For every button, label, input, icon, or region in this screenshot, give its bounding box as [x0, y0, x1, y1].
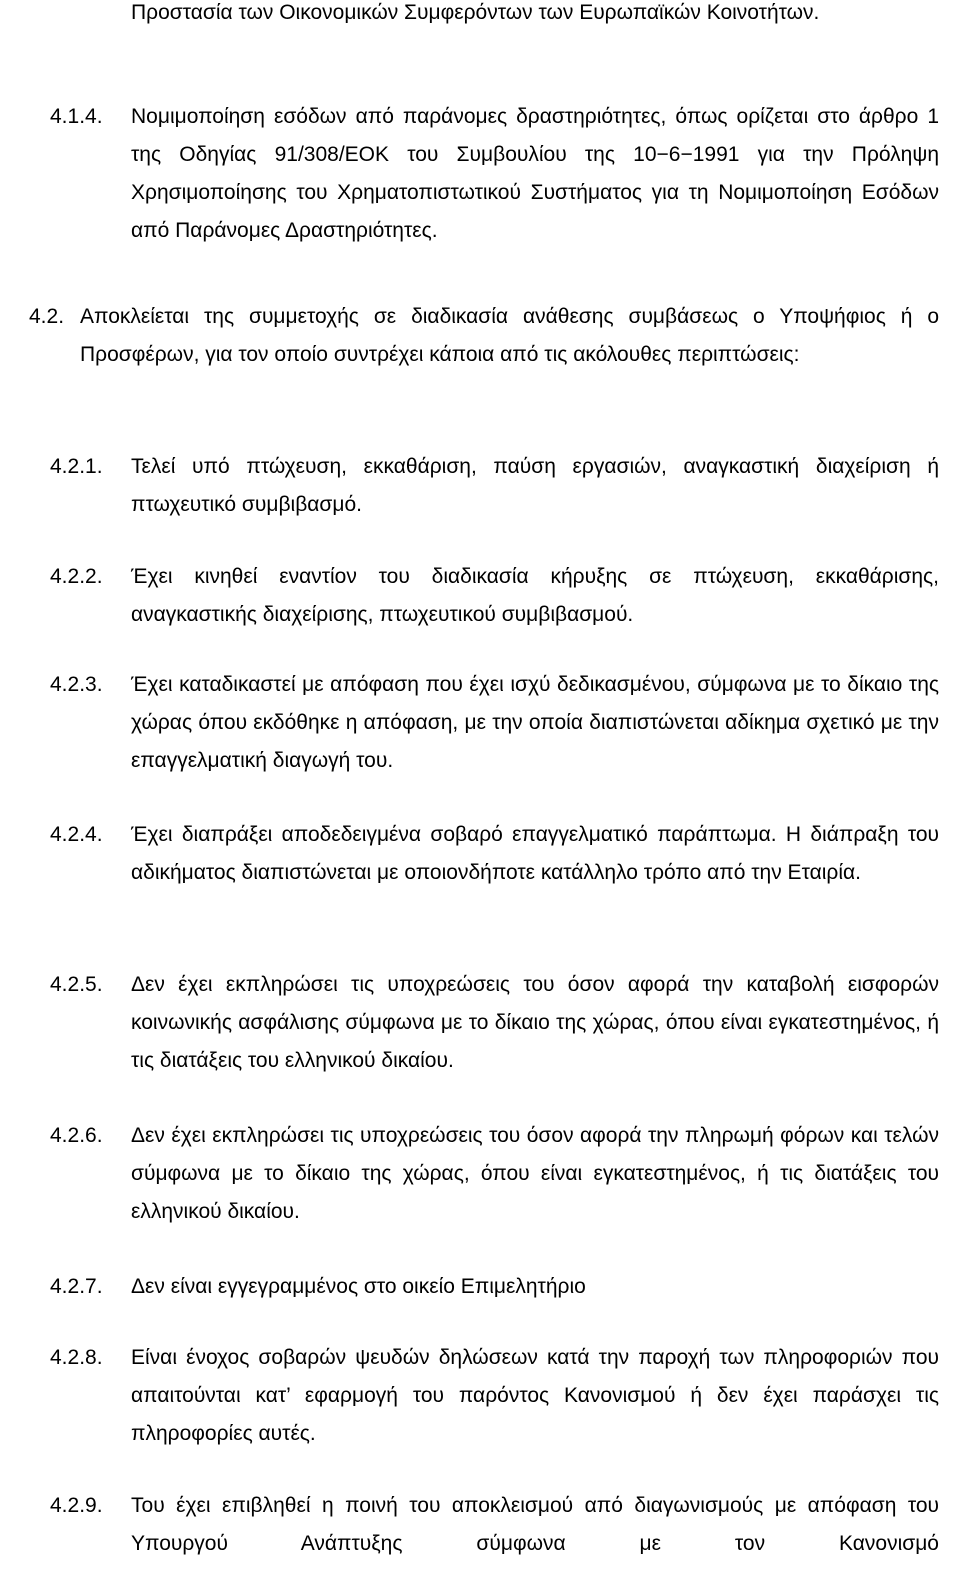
- item-number: 4.2.4.: [50, 823, 103, 846]
- item-text: Είναι ένοχος σοβαρών ψευδών δηλώσεων κατά την παροχή των πληροφοριών που απαιτούνται κατ’ εφαρμογή του παρόντος Κανονισμού ή δεν έχει παράσχει τις πληροφορίες αυτές.: [131, 1346, 939, 1445]
- item-text: Δεν έχει εκπληρώσει τις υποχρεώσεις του όσον αφορά την καταβολή εισφορών κοινωνικής ασφάλισης σύμφωνα με το δίκαιο της χώρας, όπου είναι εγκατεστημένος, ή τις διατάξεις του ελληνικού δικαίου.: [131, 973, 939, 1072]
- continuation-paragraph: Προστασία των Οικονομικών Συμφερόντων των Ευρωπαϊκών Κοινοτήτων.: [131, 1, 820, 24]
- item-text: Νομιμοποίηση εσόδων από παράνομες δραστηριότητες, όπως ορίζεται στο άρθρο 1 της Οδηγίας 91/308/ΕΟΚ του Συμβουλίου της 10−6−1991 για την Πρόληψη Χρησιμοποίησης του Χρηματοπιστωτικού Συστήματος για τη Νομιμοποίηση Εσόδων από Παράνομες Δραστηριότητες.: [131, 105, 939, 242]
- item-number: 4.2.1.: [50, 455, 103, 478]
- item-number: 4.1.4.: [50, 105, 103, 128]
- item-number: 4.2.8.: [50, 1346, 103, 1369]
- item-text: Δεν έχει εκπληρώσει τις υποχρεώσεις του όσον αφορά την πληρωμή φόρων και τελών σύμφωνα με το δίκαιο της χώρας, όπου είναι εγκατεστημένος, ή τις διατάξεις του ελληνικού δικαίου.: [131, 1124, 939, 1223]
- item-number: 4.2.2.: [50, 565, 103, 588]
- item-text: Του έχει επιβληθεί η ποινή του αποκλεισμού από διαγωνισμούς με απόφαση του Υπουργού Ανάπτυξης σύμφωνα με τον Κανονισμό: [131, 1494, 939, 1555]
- item-number: 4.2.5.: [50, 973, 103, 996]
- item-number: 4.2.: [29, 305, 65, 328]
- item-text: Αποκλείεται της συμμετοχής σε διαδικασία ανάθεσης συμβάσεως ο Υποψήφιος ή ο Προσφέρων, για τον οποίο συντρέχει κάποια από τις ακόλουθες περιπτώσεις:: [80, 305, 939, 366]
- item-text: Δεν είναι εγγεγραμμένος στο οικείο Επιμελητήριο: [131, 1275, 586, 1298]
- item-text: Τελεί υπό πτώχευση, εκκαθάριση, παύση εργασιών, αναγκαστική διαχείριση ή πτωχευτικό συμβιβασμό.: [131, 455, 939, 516]
- item-text: Έχει διαπράξει αποδεδειγμένα σοβαρό επαγγελματικό παράπτωμα. Η διάπραξη του αδικήματος διαπιστώνεται με οποιονδήποτε κατάλληλο τρόπο από την Εταιρία.: [131, 823, 939, 884]
- item-text: Έχει κινηθεί εναντίον του διαδικασία κήρυξης σε πτώχευση, εκκαθάρισης, αναγκαστικής διαχείρισης, πτωχευτικού συμβιβασμού.: [131, 565, 939, 626]
- item-number: 4.2.7.: [50, 1275, 103, 1298]
- item-number: 4.2.9.: [50, 1494, 103, 1517]
- item-number: 4.2.3.: [50, 673, 103, 696]
- item-number: 4.2.6.: [50, 1124, 103, 1147]
- item-text: Έχει καταδικαστεί με απόφαση που έχει ισχύ δεδικασμένου, σύμφωνα με το δίκαιο της χώρας όπου εκδόθηκε η απόφαση, με την οποία διαπιστώνεται αδίκημα σχετικό με την επαγγελματική διαγωγή του.: [131, 673, 939, 772]
